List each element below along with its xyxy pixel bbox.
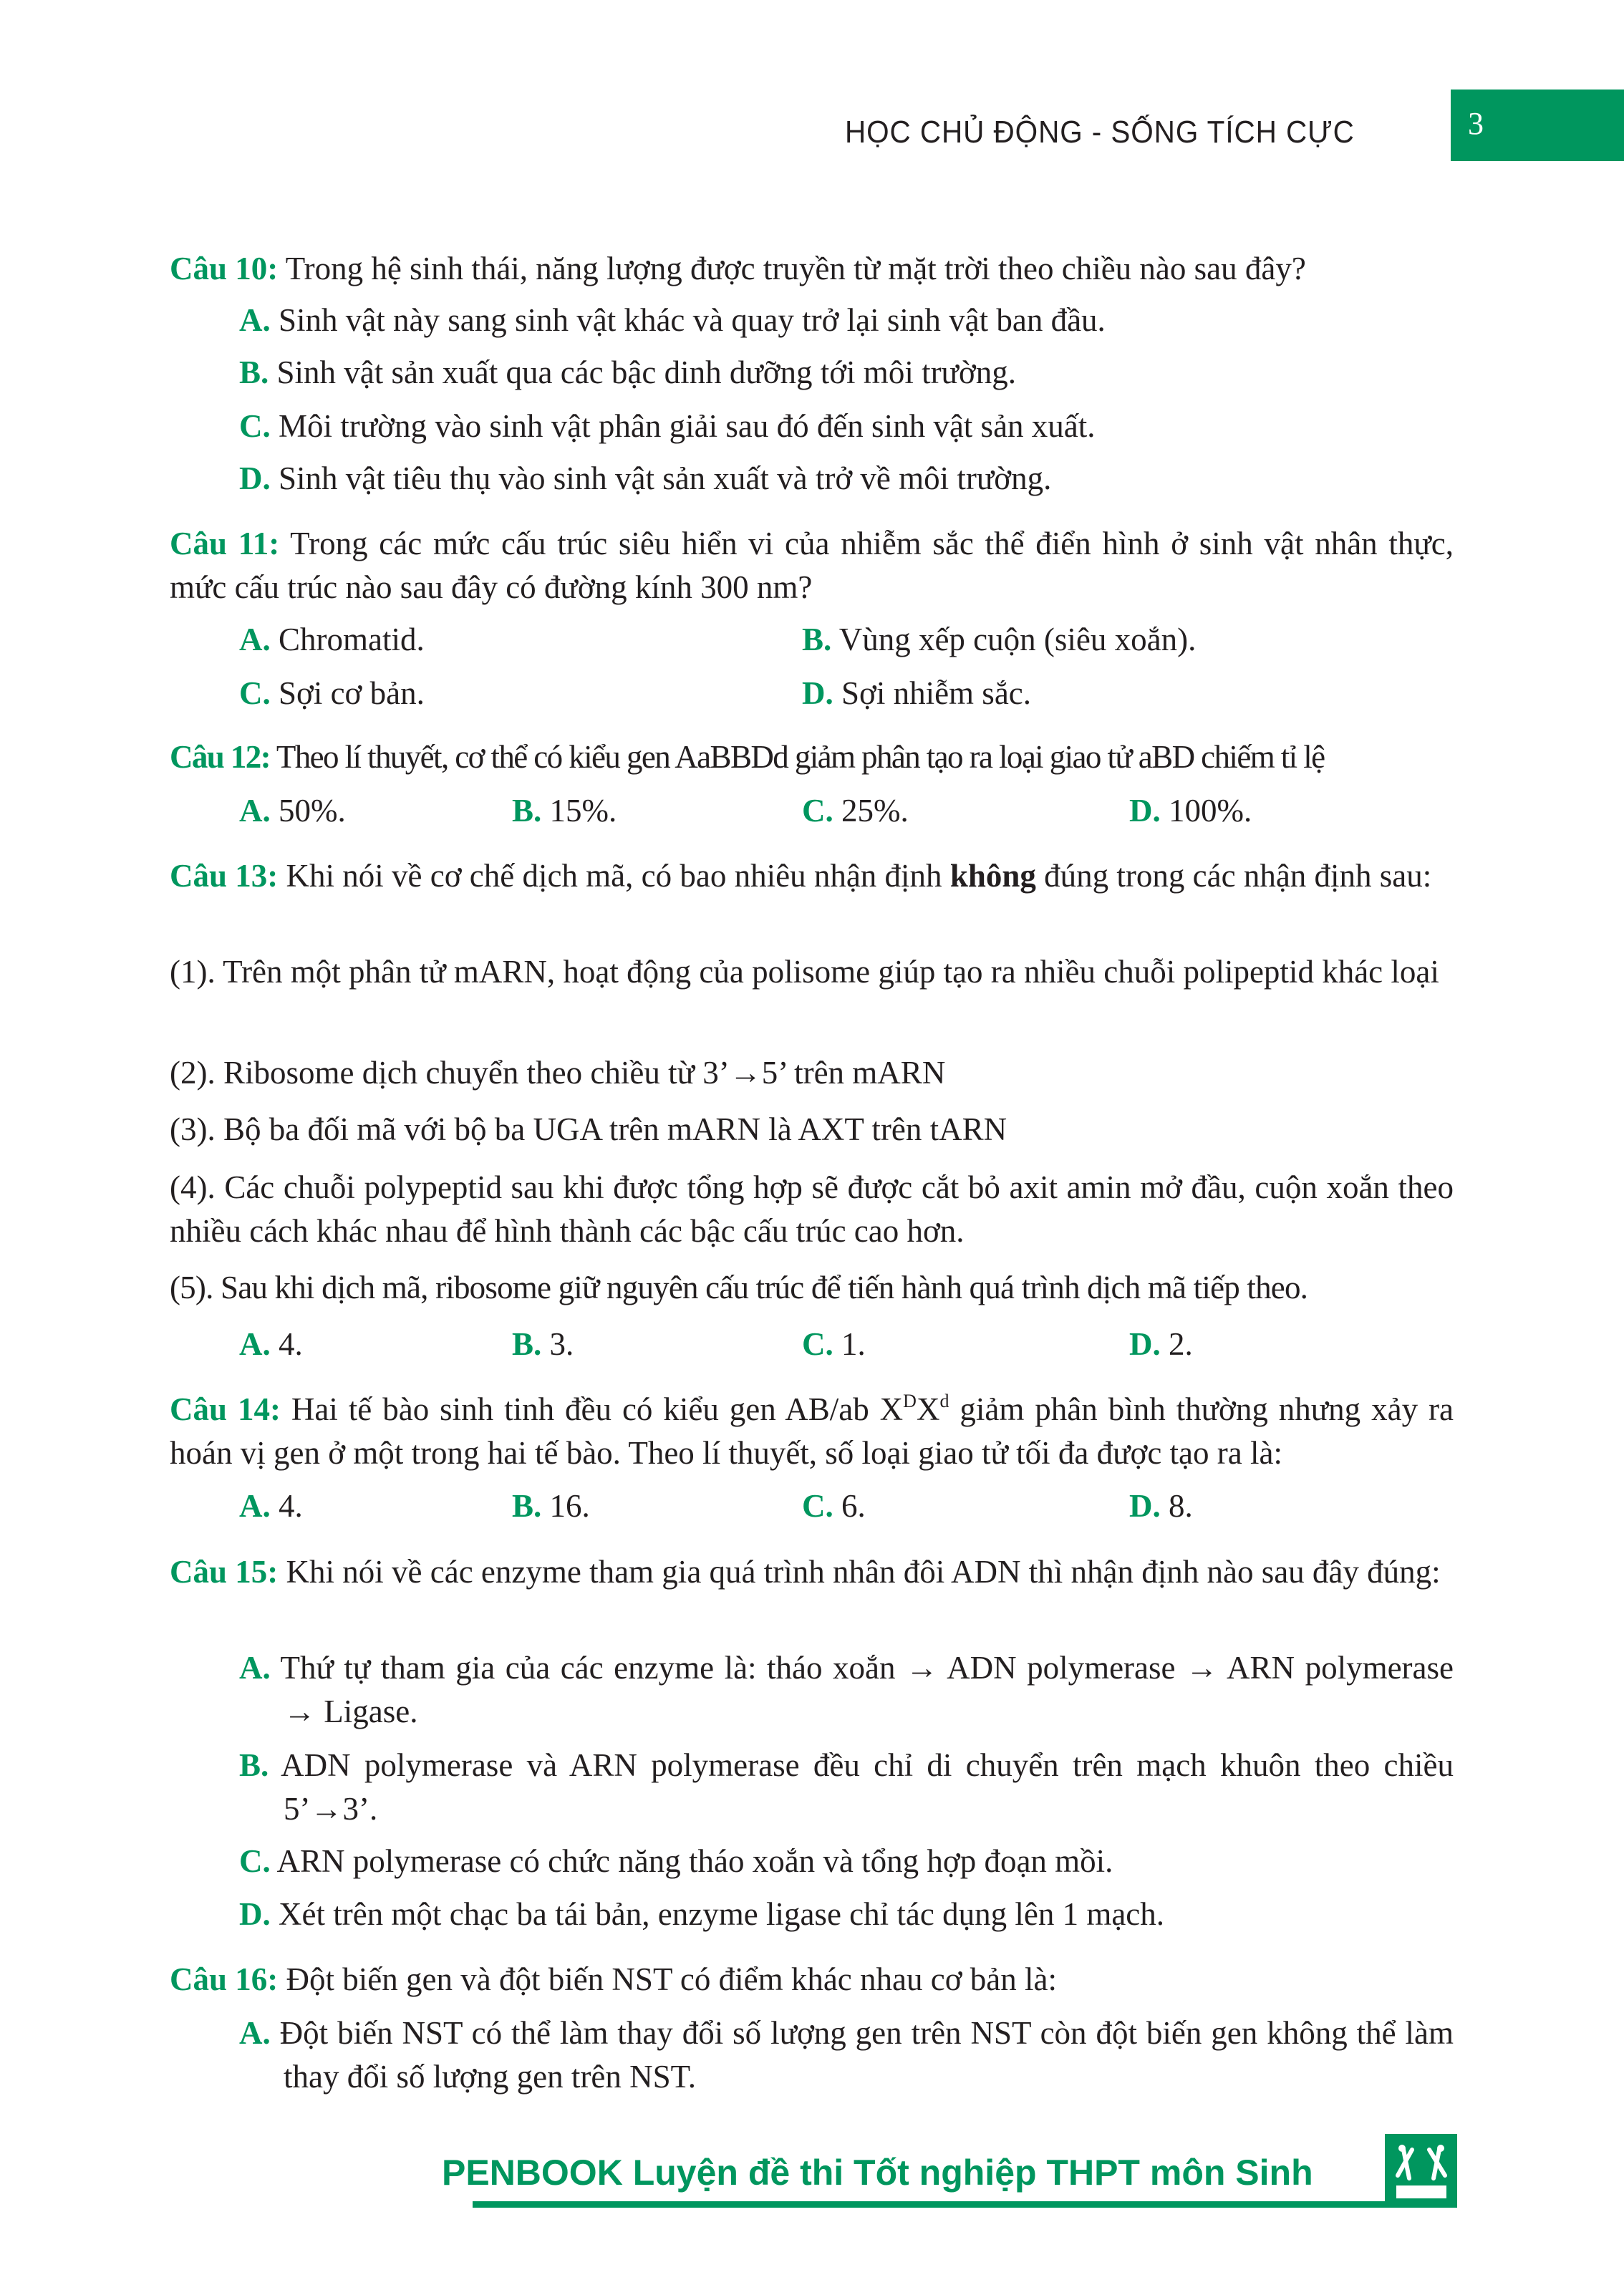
text: Trong các mức cấu trúc siêu hiển vi của nhiễm sắc thể điển hình ở sinh vật nhân thực, mức cấu trúc nào sau đây có đường kính 300 nm? — [170, 526, 1454, 605]
option-key: C. — [802, 1488, 833, 1524]
page-number-box — [1451, 90, 1624, 161]
text: Câu 11: — [170, 526, 280, 561]
text: Hai tế bào sinh tinh đều có kiểu gen AB/ab X — [280, 1391, 904, 1427]
option — [239, 789, 346, 833]
option — [239, 2011, 1454, 2099]
text: Câu 14: — [170, 1391, 281, 1427]
option-key: A. — [239, 1326, 271, 1362]
text: 8. — [1160, 1488, 1193, 1524]
option-key: C. — [802, 1326, 833, 1362]
option-key: B. — [802, 622, 832, 657]
text: 3. — [541, 1326, 574, 1362]
text: Sợi nhiễm sắc. — [833, 675, 1032, 711]
text: 1. — [833, 1326, 866, 1362]
option — [239, 1646, 1454, 1734]
option — [239, 1893, 1454, 1936]
text: Sinh vật sản xuất qua các bậc dinh dưỡng tới môi trường. — [269, 354, 1016, 390]
text: Khi nói về cơ chế dịch mã, có bao nhiêu nhận định — [278, 858, 950, 894]
option-key: B. — [512, 1326, 542, 1362]
text: D — [903, 1391, 917, 1411]
option — [802, 618, 1196, 662]
footer-rule — [473, 2201, 1457, 2208]
option-key: B. — [512, 793, 542, 829]
option-key: C. — [802, 793, 833, 829]
footer-title: PENBOOK Luyện đề thi Tốt nghiệp THPT môn Sinh — [442, 2153, 1313, 2193]
option-key: C. — [239, 675, 271, 711]
option — [239, 1323, 303, 1366]
option — [239, 457, 1454, 501]
text: Đột biến gen và đột biến NST có điểm khác nhau cơ bản là: — [278, 1961, 1057, 1997]
text: Sinh vật tiêu thụ vào sinh vật sản xuất và trở về môi trường. — [270, 460, 1052, 496]
option-key: A. — [239, 1488, 271, 1524]
option — [802, 789, 909, 833]
question-16 — [170, 1958, 1454, 2001]
option — [1129, 1323, 1193, 1366]
text: Xét trên một chạc ba tái bản, enzyme ligase chỉ tác dụng lên 1 mạch. — [270, 1896, 1165, 1932]
text: Đột biến NST có thể làm thay đổi số lượng gen trên NST còn đột biến gen không thể làm thay đổi số lượng gen trên NST. — [270, 2015, 1454, 2095]
option-key: D. — [1129, 1488, 1161, 1524]
option — [239, 351, 1454, 395]
option-key: D. — [239, 460, 271, 496]
text: giảm phân bình thường nhưng xảy ra hoán vị gen ở một trong hai tế bào. Theo lí thuyết, số loại giao tử tối đa được tạo ra là: — [170, 1391, 1454, 1471]
text: ADN polymerase và ARN polymerase đều chỉ di chuyển trên mạch khuôn theo chiều 5’→3’. — [269, 1747, 1454, 1827]
option — [239, 1840, 1454, 1883]
text: Thứ tự tham gia của các enzyme là: tháo xoắn → ADN polymerase → ARN polymerase → Ligase. — [270, 1650, 1454, 1729]
text: đúng trong các nhận định sau: — [1035, 858, 1432, 894]
option — [239, 618, 425, 662]
text: 15%. — [541, 793, 617, 829]
option — [239, 1744, 1454, 1831]
text: Câu 15: — [170, 1554, 279, 1590]
option-key: A. — [239, 302, 271, 338]
option-key: D. — [1129, 1326, 1161, 1362]
statement: (2). Ribosome dịch chuyển theo chiều từ 3’→5’ trên mARN — [170, 1055, 946, 1091]
text: 50%. — [270, 793, 346, 829]
text: không — [949, 858, 1036, 894]
text: 25%. — [833, 793, 909, 829]
statement: (1). Trên một phân tử mARN, hoạt động của polisome giúp tạo ra nhiều chuỗi polipeptid khác loại — [170, 954, 1439, 990]
option-key: A. — [239, 2015, 271, 2051]
option-key: B. — [239, 354, 269, 390]
text: 4. — [270, 1488, 303, 1524]
running-header: HỌC CHỦ ĐỘNG - SỐNG TÍCH CỰC — [845, 115, 1355, 150]
option-key: B. — [512, 1488, 542, 1524]
option — [239, 299, 1454, 342]
option — [512, 1323, 574, 1366]
statement: (4). Các chuỗi polypeptid sau khi được tổng hợp sẽ được cắt bỏ axit amin mở đầu, cuộn xoắn theo nhiều cách khác nhau để hình thành các bậc cấu trúc cao hơn. — [170, 1169, 1454, 1249]
text: Câu 13: — [170, 858, 279, 894]
text: 100%. — [1160, 793, 1252, 829]
option-key: A. — [239, 1650, 271, 1686]
statement: (5). Sau khi dịch mã, ribosome giữ nguyên cấu trúc để tiến hành quá trình dịch mã tiếp theo. — [170, 1270, 1308, 1305]
option — [1129, 1484, 1193, 1528]
text: 16. — [541, 1488, 590, 1524]
text: Khi nói về các enzyme tham gia quá trình nhân đôi ADN thì nhận định nào sau đây đúng: — [278, 1554, 1441, 1590]
text: Câu 16: — [170, 1961, 279, 1997]
text: Vùng xếp cuộn (siêu xoắn). — [831, 622, 1197, 657]
text: Chromatid. — [270, 622, 425, 657]
option-key: D. — [802, 675, 833, 711]
option-key: C. — [239, 408, 271, 444]
option-key: B. — [239, 1747, 269, 1783]
text: Sợi cơ bản. — [270, 675, 425, 711]
option-key: A. — [239, 793, 271, 829]
option-key: D. — [239, 1896, 271, 1932]
question-11 — [170, 522, 1454, 609]
question-15 — [170, 1550, 1454, 1594]
option-key: D. — [1129, 793, 1161, 829]
text: Câu 10: — [170, 251, 279, 286]
text: 2. — [1160, 1326, 1193, 1362]
text: 6. — [833, 1488, 866, 1524]
text: Theo lí thuyết, cơ thể có kiểu gen AaBBDd giảm phân tạo ra loại giao tử aBD chiếm tỉ lệ — [270, 739, 1325, 775]
option — [239, 672, 425, 715]
text: Câu 12: — [170, 739, 271, 775]
text: Sinh vật này sang sinh vật khác và quay trở lại sinh vật ban đầu. — [270, 302, 1106, 338]
page-number: 3 — [1468, 106, 1484, 141]
text: Trong hệ sinh thái, năng lượng được truyền từ mặt trời theo chiều nào sau đây? — [278, 251, 1306, 286]
option — [512, 789, 617, 833]
people-logo-icon — [1385, 2134, 1457, 2208]
option — [802, 1484, 866, 1528]
option-key: A. — [239, 622, 271, 657]
option — [239, 405, 1454, 448]
question-14 — [170, 1388, 1454, 1475]
statement: (3). Bộ ba đối mã với bộ ba UGA trên mARN là AXT trên tARN — [170, 1111, 1007, 1147]
text: Môi trường vào sinh vật phân giải sau đó đến sinh vật sản xuất. — [270, 408, 1096, 444]
text: 4. — [270, 1326, 303, 1362]
option — [802, 1323, 866, 1366]
question-13 — [170, 854, 1454, 898]
text: ARN polymerase có chức năng tháo xoắn và tổng hợp đoạn mồi. — [270, 1843, 1113, 1879]
option-key: C. — [239, 1843, 271, 1879]
option — [802, 672, 1031, 715]
question-12 — [170, 735, 1454, 779]
text: X — [916, 1391, 940, 1427]
option — [1129, 789, 1252, 833]
question-10 — [170, 247, 1454, 291]
option — [512, 1484, 590, 1528]
option — [239, 1484, 303, 1528]
text: d — [939, 1391, 949, 1411]
